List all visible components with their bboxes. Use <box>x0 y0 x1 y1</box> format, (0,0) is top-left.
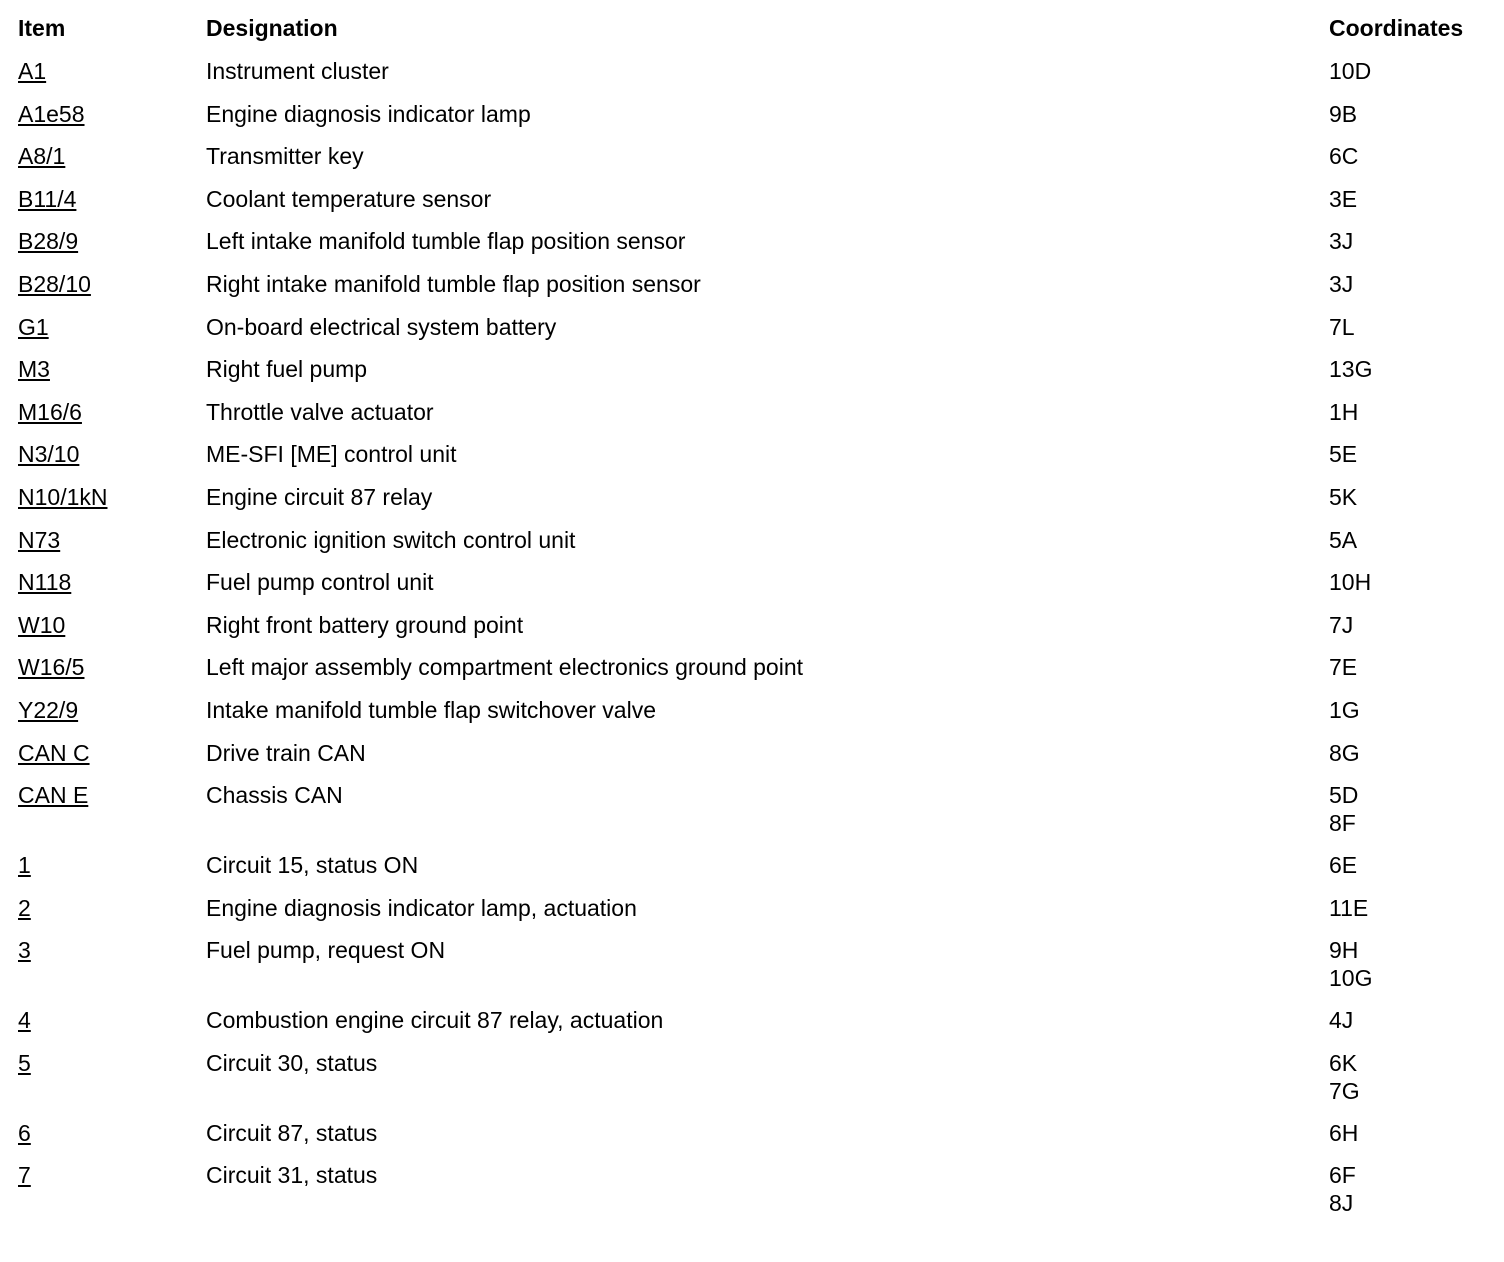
table-row <box>18 611 1498 654</box>
coordinates-cell <box>1329 739 1498 767</box>
item-link[interactable]: B28/10 <box>18 270 91 297</box>
coordinates-cell <box>1329 100 1498 128</box>
designation-cell: Engine diagnosis indicator lamp, actuation <box>206 894 637 921</box>
item-link[interactable]: B28/9 <box>18 228 79 255</box>
item-link[interactable]: N73 <box>18 526 61 553</box>
coordinates-cell <box>1329 1006 1498 1034</box>
coordinate-value: 1G <box>1329 696 1360 723</box>
coordinates-cell <box>1329 185 1498 213</box>
coordinate-value: 4J <box>1329 1007 1354 1034</box>
coordinate-value: 8F <box>1329 810 1356 837</box>
coordinate-value: 7J <box>1329 611 1354 638</box>
designation-cell: Combustion engine circuit 87 relay, actuation <box>206 1007 664 1034</box>
coordinate-value: 7L <box>1329 313 1355 340</box>
item-cell <box>18 483 206 511</box>
designation-cell: Right front battery ground point <box>206 611 524 638</box>
item-cell <box>18 568 206 596</box>
coordinates-cell <box>1329 398 1498 426</box>
item-link[interactable]: 6 <box>18 1119 31 1146</box>
coordinates-cell <box>1329 781 1498 837</box>
coordinates-cell <box>1329 936 1498 992</box>
coordinates-cell <box>1329 1049 1498 1105</box>
coordinates-cell <box>1329 440 1498 468</box>
coordinate-value: 11E <box>1329 894 1369 921</box>
coordinate-value: 5K <box>1329 483 1358 510</box>
item-link[interactable]: M3 <box>18 356 50 383</box>
table-row <box>18 1049 1498 1119</box>
item-cell <box>18 851 206 879</box>
table-row <box>18 313 1498 356</box>
designation-cell: Electronic ignition switch control unit <box>206 526 576 553</box>
coordinate-value: 5E <box>1329 441 1358 468</box>
coordinate-value: 9H <box>1329 937 1359 964</box>
coordinate-value: 7E <box>1329 654 1358 681</box>
table-row <box>18 142 1498 185</box>
table-row <box>18 440 1498 483</box>
item-cell <box>18 100 206 128</box>
coordinate-value: 5D <box>1329 782 1359 809</box>
item-link[interactable]: 1 <box>18 852 31 879</box>
item-cell <box>18 611 206 639</box>
coordinates-cell <box>1329 355 1498 383</box>
designation-cell: ME-SFI [ME] control unit <box>206 441 457 468</box>
designation-cell: Chassis CAN <box>206 782 343 809</box>
item-cell <box>18 1006 206 1034</box>
item-cell <box>18 781 206 809</box>
item-link[interactable]: A1e58 <box>18 100 85 127</box>
coordinates-cell <box>1329 483 1498 511</box>
table-row <box>18 1161 1498 1231</box>
item-link[interactable]: CAN C <box>18 739 90 766</box>
item-cell <box>18 1049 206 1077</box>
table-row <box>18 851 1498 894</box>
coordinates-cell <box>1329 142 1498 170</box>
item-cell <box>18 398 206 426</box>
table-row <box>18 1006 1498 1049</box>
item-link[interactable]: A8/1 <box>18 143 66 170</box>
coordinate-value: 5A <box>1329 526 1358 553</box>
item-link[interactable]: B11/4 <box>18 185 77 212</box>
coordinates-cell <box>1329 696 1498 724</box>
item-link[interactable]: 3 <box>18 937 31 964</box>
coordinate-value: 6E <box>1329 852 1358 879</box>
coordinates-cell <box>1329 313 1498 341</box>
item-link[interactable]: 2 <box>18 894 31 921</box>
item-cell <box>18 227 206 255</box>
item-cell <box>18 355 206 383</box>
table-row <box>18 185 1498 228</box>
coordinates-cell <box>1329 227 1498 255</box>
item-link[interactable]: 7 <box>18 1162 31 1189</box>
item-link[interactable]: 4 <box>18 1007 31 1034</box>
coordinate-value: 8J <box>1329 1190 1354 1217</box>
designation-cell: Right fuel pump <box>206 356 368 383</box>
table-row <box>18 270 1498 313</box>
item-cell <box>18 1161 206 1189</box>
table-row <box>18 653 1498 696</box>
item-cell <box>18 57 206 85</box>
designation-cell: Circuit 30, status <box>206 1049 378 1076</box>
coordinate-value: 10H <box>1329 569 1372 596</box>
item-link[interactable]: N10/1kN <box>18 483 108 510</box>
coordinate-value: 3J <box>1329 270 1354 297</box>
coordinate-value: 9B <box>1329 100 1358 127</box>
designation-cell: Fuel pump control unit <box>206 569 434 596</box>
item-cell <box>18 696 206 724</box>
item-cell <box>18 739 206 767</box>
item-link[interactable]: Y22/9 <box>18 696 79 723</box>
designation-cell: On-board electrical system battery <box>206 313 557 340</box>
designation-cell: Engine circuit 87 relay <box>206 483 433 510</box>
item-cell <box>18 526 206 554</box>
item-link[interactable]: 5 <box>18 1049 31 1076</box>
table-header-row <box>18 14 1498 57</box>
item-link[interactable]: W10 <box>18 611 66 638</box>
coordinate-value: 10D <box>1329 58 1372 84</box>
table-row <box>18 398 1498 441</box>
table-row <box>18 1119 1498 1162</box>
table-row <box>18 781 1498 851</box>
component-legend-table <box>18 14 1498 1231</box>
coordinates-cell <box>1329 894 1498 922</box>
designation-cell: Circuit 31, status <box>206 1162 378 1189</box>
coordinate-value: 6H <box>1329 1119 1359 1146</box>
coordinate-value: 6F <box>1329 1162 1356 1189</box>
header-coordinates: Coordinates <box>1329 15 1464 41</box>
coordinate-value: 3J <box>1329 228 1354 255</box>
item-cell <box>18 894 206 922</box>
item-cell <box>18 653 206 681</box>
table-row <box>18 936 1498 1006</box>
table-row <box>18 483 1498 526</box>
item-link[interactable]: CAN E <box>18 782 89 809</box>
designation-cell: Throttle valve actuator <box>206 398 434 425</box>
header-item: Item <box>18 15 66 41</box>
coordinates-cell <box>1329 1161 1498 1217</box>
item-link[interactable]: W16/5 <box>18 654 85 681</box>
item-link[interactable]: G1 <box>18 313 49 340</box>
coordinates-cell <box>1329 57 1498 85</box>
item-cell <box>18 270 206 298</box>
designation-cell: Drive train CAN <box>206 739 366 766</box>
item-cell <box>18 185 206 213</box>
coordinates-cell <box>1329 568 1498 596</box>
designation-cell: Intake manifold tumble flap switchover valve <box>206 696 656 723</box>
coordinates-cell <box>1329 611 1498 639</box>
designation-cell: Circuit 15, status ON <box>206 852 419 879</box>
coordinates-cell <box>1329 653 1498 681</box>
item-link[interactable]: A1 <box>18 58 47 84</box>
item-cell <box>18 936 206 964</box>
coordinates-cell <box>1329 1119 1498 1147</box>
coordinate-value: 6K <box>1329 1049 1358 1076</box>
table-row <box>18 227 1498 270</box>
table-row <box>18 568 1498 611</box>
table-row <box>18 894 1498 937</box>
designation-cell: Instrument cluster <box>206 58 389 84</box>
coordinate-value: 10G <box>1329 965 1373 992</box>
designation-cell: Circuit 87, status <box>206 1119 378 1146</box>
coordinate-value: 3E <box>1329 185 1358 212</box>
coordinates-cell <box>1329 270 1498 298</box>
designation-cell: Left intake manifold tumble flap position sensor <box>206 228 686 255</box>
designation-cell: Coolant temperature sensor <box>206 185 492 212</box>
coordinate-value: 8G <box>1329 739 1360 766</box>
table-row <box>18 696 1498 739</box>
coordinate-value: 6C <box>1329 143 1359 170</box>
table-row <box>18 100 1498 143</box>
table-row <box>18 355 1498 398</box>
designation-cell: Engine diagnosis indicator lamp <box>206 100 531 127</box>
table-row <box>18 526 1498 569</box>
item-cell <box>18 313 206 341</box>
designation-cell: Left major assembly compartment electronics ground point <box>206 654 804 681</box>
item-cell <box>18 142 206 170</box>
coordinates-cell <box>1329 526 1498 554</box>
table-body <box>18 57 1498 1231</box>
designation-cell: Fuel pump, request ON <box>206 937 446 964</box>
table-row <box>18 57 1498 100</box>
item-link[interactable]: N3/10 <box>18 441 80 468</box>
header-designation: Designation <box>206 15 338 41</box>
coordinate-value: 1H <box>1329 398 1359 425</box>
item-cell <box>18 440 206 468</box>
item-link[interactable]: N118 <box>18 569 72 596</box>
designation-cell: Right intake manifold tumble flap position sensor <box>206 270 701 297</box>
item-cell <box>18 1119 206 1147</box>
item-link[interactable]: M16/6 <box>18 398 82 425</box>
coordinate-value: 13G <box>1329 356 1373 383</box>
designation-cell: Transmitter key <box>206 143 364 170</box>
coordinates-cell <box>1329 851 1498 879</box>
table-row <box>18 739 1498 782</box>
coordinate-value: 7G <box>1329 1077 1360 1104</box>
